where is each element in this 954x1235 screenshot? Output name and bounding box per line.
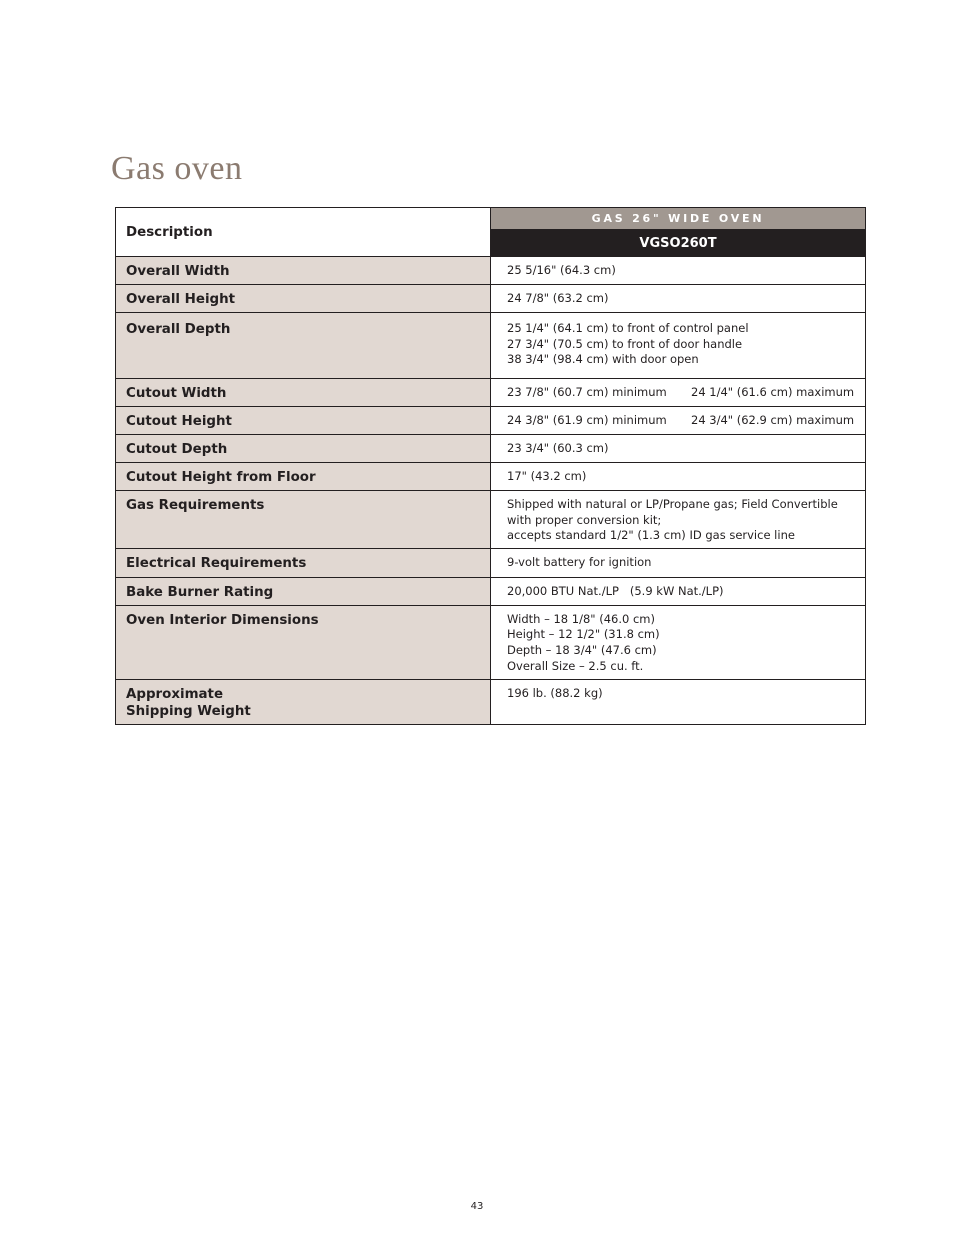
row-label: Cutout Width xyxy=(116,379,491,407)
row-value xyxy=(491,407,866,435)
value-line: accepts standard 1/2" (1.3 cm) ID gas service line xyxy=(507,528,795,543)
row-label: Overall Depth xyxy=(116,313,491,379)
row-label: Overall Width xyxy=(116,257,491,285)
table-row xyxy=(116,605,866,679)
table-row xyxy=(116,313,866,379)
table-row xyxy=(116,435,866,463)
row-value xyxy=(491,463,866,491)
table-row xyxy=(116,285,866,313)
value-line: 38 3/4" (98.4 cm) with door open xyxy=(507,352,699,367)
page-number: 43 xyxy=(470,1201,484,1212)
row-value xyxy=(491,379,866,407)
table-row xyxy=(116,257,866,285)
row-value xyxy=(491,313,866,379)
min-value: 24 3/8" (61.9 cm) minimum xyxy=(507,413,667,427)
value-line: Height – 12 1/2" (31.8 cm) xyxy=(507,627,660,642)
row-value xyxy=(491,285,866,313)
row-label: Bake Burner Rating xyxy=(116,577,491,605)
value-line: 17" (43.2 cm) xyxy=(507,469,587,483)
row-label: Cutout Depth xyxy=(116,435,491,463)
value-line: Overall Size – 2.5 cu. ft. xyxy=(507,658,644,673)
value-line: 9-volt battery for ignition xyxy=(507,554,652,569)
value-line: Width – 18 1/8" (46.0 cm) xyxy=(507,611,655,626)
row-label: Gas Requirements xyxy=(116,491,491,549)
table-row xyxy=(116,491,866,549)
model-group-header: GAS 26" WIDE OVEN xyxy=(491,208,866,230)
row-value xyxy=(491,548,866,577)
value-line: 196 lb. (88.2 kg) xyxy=(507,685,603,700)
table-row xyxy=(116,463,866,491)
model-number-header: VGSO260T xyxy=(491,230,866,257)
row-value xyxy=(491,435,866,463)
table-row xyxy=(116,577,866,605)
row-label: Cutout Height xyxy=(116,407,491,435)
value-line: 24 7/8" (63.2 cm) xyxy=(507,291,609,305)
table-row xyxy=(116,379,866,407)
value-line: 27 3/4" (70.5 cm) to front of door handle xyxy=(507,336,743,351)
value-line: 25 5/16" (64.3 cm) xyxy=(507,263,616,277)
table-header-row xyxy=(116,208,866,230)
row-value xyxy=(491,577,866,605)
row-value xyxy=(491,491,866,549)
max-value: 24 3/4" (62.9 cm) maximum xyxy=(691,413,855,427)
min-value: 23 7/8" (60.7 cm) minimum xyxy=(507,385,667,399)
value-line: 25 1/4" (64.1 cm) to front of control panel xyxy=(507,321,749,335)
value-line: 23 3/4" (60.3 cm) xyxy=(507,441,609,455)
row-label-line: Approximate xyxy=(126,686,224,702)
value-line: Depth – 18 3/4" (47.6 cm) xyxy=(507,642,657,657)
row-label: Electrical Requirements xyxy=(116,548,491,577)
row-label-line: Shipping Weight xyxy=(126,703,251,719)
page-title: Gas oven xyxy=(111,150,243,187)
row-label xyxy=(116,679,491,724)
value-line: 20,000 BTU Nat./LP (5.9 kW Nat./LP) xyxy=(507,583,724,598)
row-value xyxy=(491,605,866,679)
row-label: Oven Interior Dimensions xyxy=(116,605,491,679)
table-row xyxy=(116,548,866,577)
description-header: Description xyxy=(116,208,491,257)
row-value xyxy=(491,257,866,285)
value-line: Shipped with natural or LP/Propane gas; Field Convertible with proper conversion kit; xyxy=(507,497,838,527)
max-value: 24 1/4" (61.6 cm) maximum xyxy=(691,385,855,399)
table-row xyxy=(116,679,866,724)
row-label: Cutout Height from Floor xyxy=(116,463,491,491)
table-row xyxy=(116,407,866,435)
row-value xyxy=(491,679,866,724)
spec-table xyxy=(115,207,866,725)
row-label: Overall Height xyxy=(116,285,491,313)
